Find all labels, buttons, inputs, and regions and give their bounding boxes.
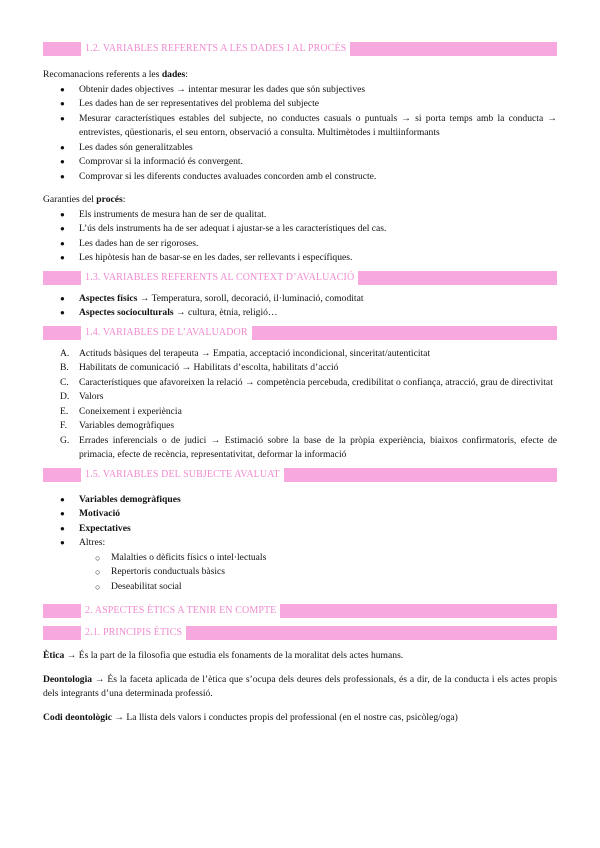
list-item	[43, 376, 557, 391]
list-item-text: Coneixement i experiència	[79, 405, 182, 417]
list-item: ● L’ús dels instruments ha de ser adequat i ajustar-se a les característiques del cas.	[43, 222, 557, 237]
list-item: ● Els instruments de mesura han de ser de qualitat.	[43, 208, 557, 223]
list-item: ● Altres:	[43, 536, 557, 551]
subjecte-list	[43, 493, 557, 551]
list-item	[43, 292, 557, 307]
list-item	[43, 419, 557, 434]
list-item-text: Habilitats de comunicació → Habilitats d’escolta, habilitats d’acció	[79, 362, 339, 373]
list-item-text: Actituds bàsiques del terapeuta → Empatia, acceptació incondicional, sinceritat/autenticitat	[79, 347, 431, 359]
list-marker: A.	[60, 347, 70, 359]
list-item-text: Valors	[79, 391, 104, 402]
section-heading-1-3	[43, 271, 557, 285]
list-item	[43, 507, 557, 522]
dades-list	[43, 83, 557, 185]
list-marker: B.	[60, 362, 69, 373]
deontologia-text: → És la faceta aplicada de l’ètica que s’ocupa dels deures dels professionals, és a dir, de la conducta i els actes propis dels integrants d’una determinada professió.	[43, 673, 557, 699]
proces-intro-colon: :	[122, 194, 126, 205]
list-item: ● Les hipòtesis han de basar-se en les dades, ser rellevants i específiques.	[43, 251, 557, 266]
dades-intro-bold: dades	[161, 69, 186, 80]
section-heading-1-3-label: 1.3. VARIABLES REFERENTS AL CONTEXT D’AVALUACIÓ	[81, 271, 358, 285]
etica-term: Ètica	[43, 650, 65, 661]
list-item-bold: Expectatives	[79, 522, 131, 534]
section-heading-1-2-label: 1.2. VARIABLES REFERENTS A LES DADES I AL PROCÉS	[81, 42, 350, 56]
section-heading-1-4-label: 1.4. VARIABLES DE L’AVALUADOR	[81, 326, 252, 340]
avaluador-list	[43, 347, 557, 463]
list-marker: E.	[60, 405, 69, 417]
list-marker: D.	[60, 391, 70, 402]
etica-definition	[43, 649, 557, 664]
section-heading-2-1	[43, 626, 557, 640]
proces-list	[43, 208, 557, 266]
proces-intro	[43, 193, 557, 208]
codi-definition	[43, 711, 557, 726]
list-item: ● Comprovar si la informació és convergent.	[43, 155, 557, 170]
context-list	[43, 292, 557, 321]
context-item-term: Aspectes socioculturals	[79, 307, 174, 318]
document-page	[43, 40, 557, 725]
subjecte-sublist	[43, 551, 557, 595]
list-item	[43, 434, 557, 463]
section-heading-2-label: 2. ASPECTES ÈTICS A TENIR EN COMPTE	[81, 604, 280, 618]
list-item: ● Les dades són generalitzables	[43, 141, 557, 156]
section-heading-1-2	[43, 42, 557, 56]
deontologia-definition	[43, 673, 557, 702]
list-item: ● Les dades han de ser rigoroses.	[43, 237, 557, 252]
codi-text: → La llista dels valors i conductes propis del professional (en el nostre cas, psicòleg/oga)	[112, 711, 458, 723]
list-marker: G.	[60, 434, 70, 446]
list-item: ● Les dades han de ser representatives del problema del subjecte	[43, 97, 557, 112]
sub-list-item: ○ Malalties o dèficits físics o intel·lectuals	[43, 551, 557, 566]
context-item-desc: → cultura, ètnia, religió…	[173, 307, 278, 318]
list-item-text: Variables demogràfiques	[79, 420, 175, 431]
section-heading-1-4	[43, 326, 557, 340]
etica-text: → És la part de la filosofia que estudia els fonaments de la moralitat dels actes humans.	[64, 650, 404, 661]
list-item-text: Característiques que afavoreixen la relació → competència percebuda, credibilitat o confiança, atracció, grau de directivitat	[79, 376, 553, 388]
list-marker: C.	[60, 376, 69, 388]
section-heading-2	[43, 604, 557, 618]
list-item	[43, 493, 557, 508]
list-item	[43, 390, 557, 405]
list-item: ● Obtenir dades objectives → intentar mesurar les dades que són subjectives	[43, 83, 557, 98]
section-heading-1-5-label: 1.5. VARIABLES DEL SUBJECTE AVALUAT	[81, 468, 284, 482]
list-item: ● Comprovar si les diferents conductes avaluades concorden amb el constructe.	[43, 170, 557, 185]
dades-intro-text: Recomanacions referents a les	[43, 69, 162, 80]
context-item-term: Aspectes físics	[79, 292, 138, 304]
list-item	[43, 522, 557, 537]
list-item: ● Mesurar característiques estables del subjecte, no conductes casuals o puntuals → si porta temps amb la conducta → entrevistes, qüestionaris, el seu entorn, observació a consulta. Multimètodes i multiinformants	[43, 112, 557, 141]
list-item-bold: Motivació	[79, 508, 121, 519]
dades-intro-colon: :	[185, 69, 188, 80]
list-item	[43, 306, 557, 321]
list-item	[43, 347, 557, 362]
list-item-bold: Variables demogràfiques	[79, 493, 181, 505]
sub-list-item: ○ Deseabilitat social	[43, 580, 557, 595]
list-item	[43, 361, 557, 376]
proces-intro-bold: procés	[96, 194, 123, 205]
list-marker: F.	[60, 420, 67, 431]
sub-list-item: ○ Repertoris conductuals bàsics	[43, 565, 557, 580]
section-heading-2-1-label: 2.1. PRINCIPIS ÈTICS	[81, 626, 186, 640]
dades-intro	[43, 68, 557, 83]
context-item-desc: → Temperatura, soroll, decoració, il·luminació, comoditat	[137, 292, 364, 304]
deontologia-term: Deontologia	[43, 673, 93, 685]
codi-term: Codi deontològic	[43, 711, 113, 723]
section-heading-1-5	[43, 468, 557, 482]
proces-intro-text: Garanties del	[43, 194, 97, 205]
list-item-text: Errades inferencials o de judici → Estimació sobre la base de la pròpia experiència, biaixos confirmatoris, efecte de primacia, efecte de recència, representativitat, deformar la informació	[79, 434, 557, 460]
list-item	[43, 405, 557, 420]
